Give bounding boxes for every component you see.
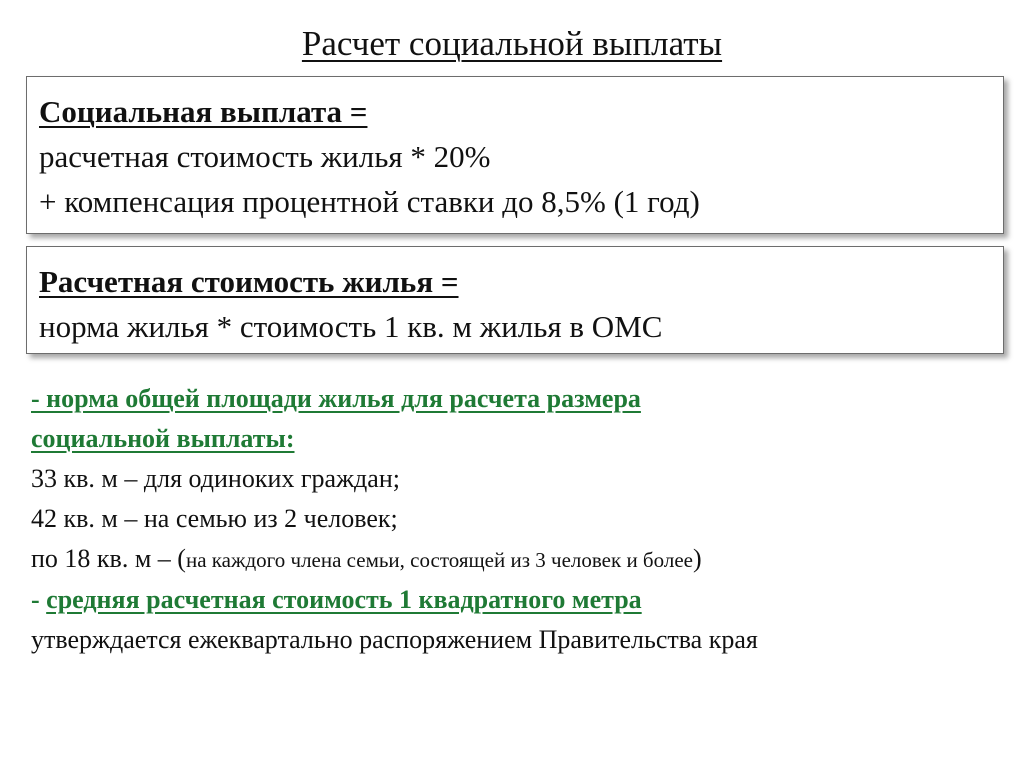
norm-heading-text-1: - норма общей площади жилья для расчета размера	[31, 384, 641, 413]
norm-item-single: 33 кв. м – для одиноких граждан;	[31, 464, 400, 493]
slide-title-text: Расчет социальной выплаты	[301, 24, 723, 63]
details-section	[31, 379, 1011, 660]
norm-item-3-open-paren: (	[177, 544, 186, 573]
norm-item-3-note: на каждого члена семьи, состоящей из 3 человек и более	[185, 548, 693, 572]
social-payment-line-2: + компенсация процентной ставки до 8,5% (1 год)	[39, 184, 700, 219]
cost-heading-text: средняя расчетная стоимость 1 квадратного метра	[46, 585, 642, 614]
norm-heading-line-1	[31, 379, 1011, 419]
housing-cost-formula-box	[26, 246, 1004, 354]
norm-item-3-close-paren: )	[692, 544, 702, 573]
social-payment-line-1: расчетная стоимость жилья * 20%	[39, 139, 491, 174]
norm-heading-line-2	[31, 419, 1011, 459]
housing-cost-line-1: норма жилья * стоимость 1 кв. м жилья в ОМС	[39, 309, 663, 344]
norm-item-family-3	[31, 539, 1011, 580]
norm-heading-text-2: социальной выплаты:	[31, 424, 295, 453]
housing-cost-heading	[39, 259, 991, 304]
housing-cost-heading-text: Расчетная стоимость жилья =	[39, 264, 459, 299]
social-payment-heading-text: Социальная выплата =	[39, 94, 368, 129]
norm-item-family-2: 42 кв. м – на семью из 2 человек;	[31, 504, 398, 533]
slide-title	[0, 18, 1024, 70]
cost-description: утверждается ежеквартально распоряжением Правительства края	[31, 625, 758, 654]
social-payment-formula-box	[26, 76, 1004, 234]
cost-heading-line	[31, 580, 1011, 620]
norm-item-3-main: по 18 кв. м –	[31, 544, 178, 573]
cost-heading-dash: -	[31, 585, 47, 614]
social-payment-heading	[39, 89, 991, 134]
